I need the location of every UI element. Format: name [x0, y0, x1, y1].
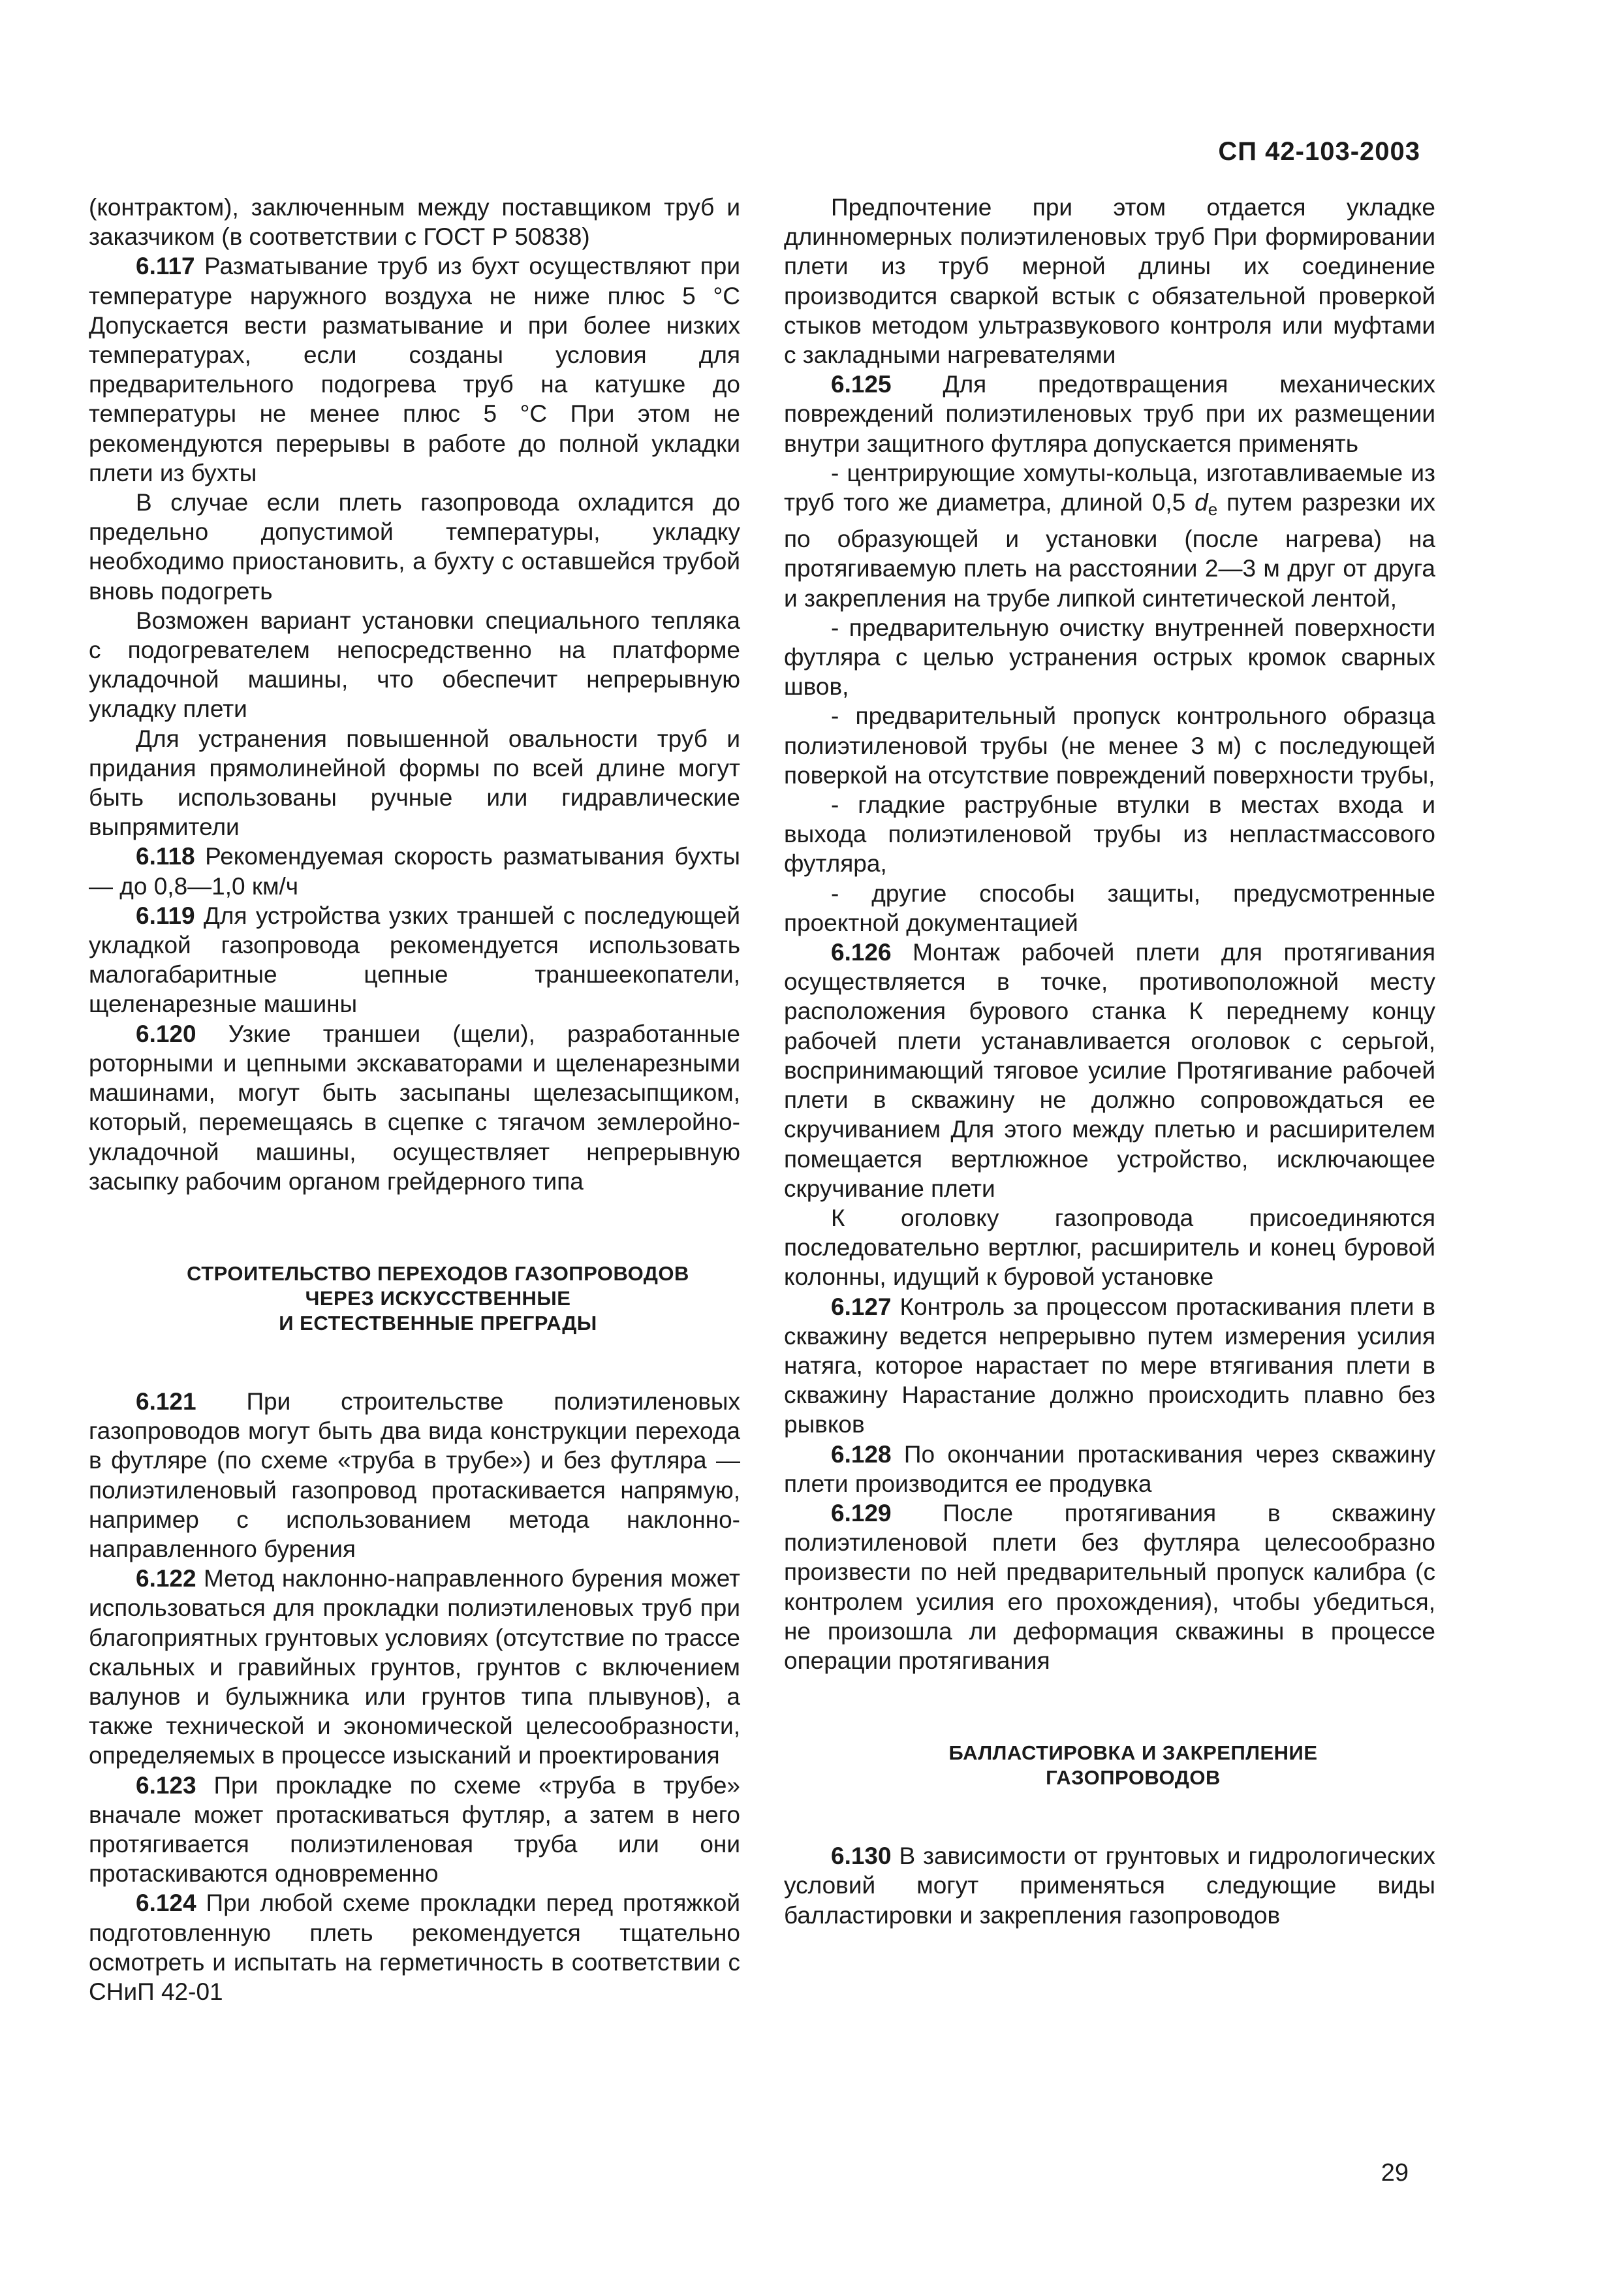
paragraph-pulling-head: К оголовку газопровода присоединяются последовательно вертлюг, расширитель и конец буровой колонны, идущий к буровой установке — [784, 1204, 1435, 1291]
paragraph-continuation: (контрактом), заключенным между поставщиком труб и заказчиком (в соответствии с ГОСТ Р 50838) — [89, 194, 740, 251]
clause-6-118 — [89, 842, 740, 900]
clause-6-124 — [89, 1888, 740, 2006]
clause-number: 6.118 — [136, 843, 195, 870]
clause-text: При строительстве полиэтиленовых газопроводов могут быть два вида конструкции перехода в футляре (по схеме «труба в трубе») и без футляра — полиэтиленовый газопровод протаскивается напрямую, например с использованием метода наклонно-направленного бурения — [89, 1387, 740, 1562]
clause-number: 6.129 — [831, 1499, 892, 1526]
clause-text: Узкие траншеи (щели), разработанные роторными и цепными экскаваторами и щеленарезными машинами, могут быть засыпаны щелезасыпщиком, который, перемещаясь в сцепке с тягачом землеройно-укладочной машины, осуществляет непрерывную засыпку рабочим органом грейдерного типа — [89, 1020, 740, 1195]
clause-6-120 — [89, 1019, 740, 1196]
heading-line: СТРОИТЕЛЬСТВО ПЕРЕХОДОВ ГАЗОПРОВОДОВ — [187, 1261, 689, 1285]
page-number: 29 — [1381, 2159, 1409, 2187]
left-column — [89, 193, 740, 2006]
list-text: путем разрезки их по образующей и установки (после нагрева) на протягиваемую плеть на расстоянии 2—3 м друг от друга и закрепления на трубе липкой синтетической лентой, — [784, 489, 1435, 612]
clause-text: В зависимости от грунтовых и гидрологических условий могут применяться следующие виды балластировки и закрепления газопроводов — [784, 1842, 1435, 1929]
clause-number: 6.127 — [831, 1293, 892, 1320]
list-item-sleeves: - гладкие раструбные втулки в местах входа и выхода полиэтиленовой трубы из непластмассового футляра, — [784, 791, 1435, 878]
clause-number: 6.123 — [136, 1771, 196, 1799]
clause-6-126 — [784, 938, 1435, 1203]
clause-number: 6.125 — [831, 371, 892, 398]
clause-6-130 — [784, 1841, 1435, 1930]
paragraph-heated-tent: Возможен вариант установки специального тепляка с подогревателем непосредственно на платформе укладочной машины, что обеспечит непрерывную укладку плети — [89, 607, 740, 723]
heading-line: ЧЕРЕЗ ИСКУССТВЕННЫЕ — [305, 1286, 571, 1310]
list-item-cleaning: - предварительную очистку внутренней поверхности футляра с целью устранения острых кромок сварных швов, — [784, 614, 1435, 701]
clause-6-117 — [89, 251, 740, 488]
section-heading-crossings — [89, 1261, 740, 1336]
clause-6-122 — [89, 1564, 740, 1770]
clause-6-121 — [89, 1387, 740, 1564]
heading-line: И ЕСТЕСТВЕННЫЕ ПРЕГРАДЫ — [279, 1311, 597, 1335]
right-column — [784, 193, 1435, 1930]
clause-text: Контроль за процессом протаскивания плети в скважину ведется непрерывно путем измерения усилия натяга, которое нарастает по мере втягивания плети в скважину Нарастание должно происходить плавно без рывков — [784, 1293, 1435, 1438]
clause-6-128 — [784, 1440, 1435, 1498]
heading-line: БАЛЛАСТИРОВКА И ЗАКРЕПЛЕНИЕ — [948, 1741, 1318, 1765]
list-item-control-sample: - предварительный пропуск контрольного образца полиэтиленовой трубы (не менее 3 м) с последующей поверкой на отсутствие повреждений поверхности трубы, — [784, 703, 1435, 789]
list-item-centering-rings — [784, 458, 1435, 613]
clause-text: Для устройства узких траншей с последующей укладкой газопровода рекомендуется использовать малогабаритные цепные траншеекопатели, щеленарезные машины — [89, 902, 740, 1018]
clause-number: 6.126 — [831, 939, 892, 966]
clause-text: Разматывание труб из бухт осуществляют при температуре наружного воздуха не ниже плюс 5 °С Допускается вести разматывание и при более низких температурах, если созданы условия для предварительного подогрева труб на катушке до температуры не менее плюс 5 °С При этом не рекомендуются перерывы в работе до полной укладки плети из бухты — [89, 253, 740, 486]
clause-number: 6.119 — [136, 902, 195, 929]
clause-number: 6.120 — [136, 1020, 196, 1047]
clause-number: 6.128 — [831, 1440, 892, 1468]
clause-number: 6.117 — [136, 253, 195, 280]
heading-line: ГАЗОПРОВОДОВ — [1046, 1766, 1221, 1790]
diameter-symbol: d — [1195, 489, 1208, 516]
clause-text: После протягивания в скважину полиэтиленовой плети без футляра целесообразно произвести по ней предварительный пропуск калибра (с контролем усилия его прохождения), чтобы убедиться, не произошла ли деформация скважины в процессе операции протягивания — [784, 1499, 1435, 1674]
paragraph-ovality: Для устранения повышенной овальности труб и придания прямолинейной формы по всей длине могут быть использованы ручные или гидравлические выпрямители — [89, 725, 740, 841]
clause-6-125 — [784, 370, 1435, 458]
document-code: СП 42-103-2003 — [1218, 137, 1420, 166]
section-heading-ballasting — [784, 1741, 1435, 1790]
list-text: - центрирующие хомуты-кольца, изготавливаемые из труб того же диаметра, длиной 0,5 — [784, 459, 1435, 516]
clause-6-119 — [89, 901, 740, 1019]
clause-text: Рекомендуемая скорость разматывания бухты — до 0,8—1,0 км/ч — [89, 843, 740, 900]
clause-number: 6.130 — [831, 1842, 892, 1870]
clause-text: Монтаж рабочей плети для протягивания осуществляется в точке, противоположной месту расположения бурового станка К переднему концу рабочей плети устанавливается оголовок с серьгой, воспринимающий тяговое усилие Протягивание рабочей плети в скважину не должно сопровождаться ее скручиванием Для этого между плетью и расширителем помещается вертлюжное устройство, исключающее скручивание плети — [784, 939, 1435, 1202]
clause-number: 6.122 — [136, 1565, 196, 1592]
clause-text: При прокладке по схеме «труба в трубе» вначале может протаскиваться футляр, а затем в него протягивается полиэтиленовая труба или они протаскиваются одновременно — [89, 1771, 740, 1888]
clause-6-127 — [784, 1292, 1435, 1440]
clause-text: По окончании протаскивания через скважину плети производится ее продувка — [784, 1440, 1435, 1497]
clause-text: Метод наклонно-направленного бурения может использоваться для прокладки полиэтиленовых труб при благоприятных грунтовых условиях (отсутствие по трассе скальных и гравийных грунтов, грунтов с включением валунов и булыжника или грунтов типа плывунов), а также технической и экономической целесообразности, определяемых в процессе изысканий и проектирования — [89, 1565, 740, 1769]
clause-text: Для предотвращения механических повреждений полиэтиленовых труб при их размещении внутри защитного футляра допускается применять — [784, 371, 1435, 457]
clause-6-129 — [784, 1498, 1435, 1675]
clause-number: 6.124 — [136, 1890, 196, 1917]
list-item-other-methods: - другие способы защиты, предусмотренные проектной документацией — [784, 879, 1435, 936]
clause-text: При любой схеме прокладки перед протяжкой подготовленную плеть рекомендуется тщательно осмотреть и испытать на герметичность в соответствии с СНиП 42-01 — [89, 1890, 740, 2005]
diameter-subscript: e — [1208, 499, 1218, 520]
paragraph-preference: Предпочтение при этом отдается укладке длинномерных полиэтиленовых труб При формировании плети из труб мерной длины их соединение производится сваркой встык с обязательной проверкой стыков методом ультразвукового контроля или муфтами с закладными нагревателями — [784, 194, 1435, 369]
clause-6-123 — [89, 1771, 740, 1889]
paragraph-cooling: В случае если плеть газопровода охладится до предельно допустимой температуры, укладку необходимо приостановить, а бухту с оставшейся трубой вновь подогреть — [89, 489, 740, 605]
clause-number: 6.121 — [136, 1387, 196, 1415]
